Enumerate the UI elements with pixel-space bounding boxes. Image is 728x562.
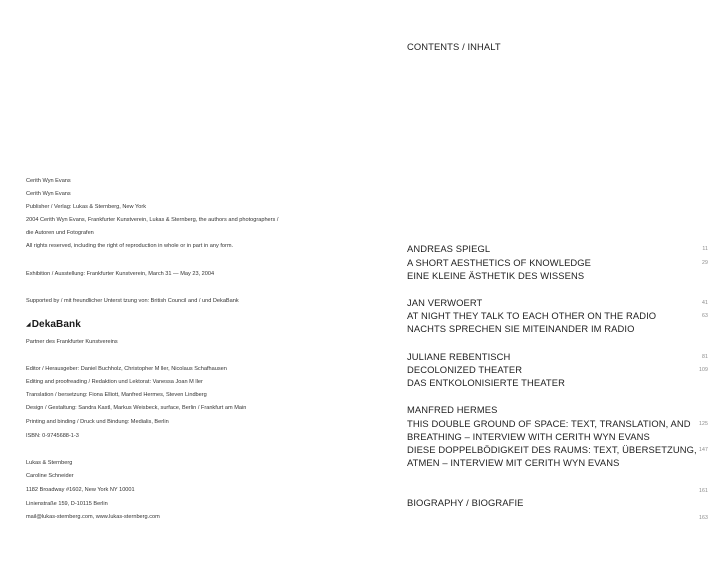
imprint-publisher: Publisher / Verlag: Lukas & Sternberg, New York <box>26 204 147 210</box>
imprint-supported: Supported by / mit freundlicher Unterst tzung von: British Council and / und DekaBank <box>26 298 239 304</box>
toc-entry-title: EINE KLEINE ÄSTHETIK DES WISSENS <box>407 270 585 281</box>
toc-entry-author: ANDREAS SPIEGL <box>407 243 491 254</box>
imprint-isbn: ISBN: 0-9745688-1-3 <box>26 433 79 439</box>
imprint-contact: mail@lukas-sternberg.com, www.lukas-sternberg.com <box>26 514 160 520</box>
toc-page-number: 41 <box>702 300 708 306</box>
toc-entry-title: BREATHING – INTERVIEW WITH CERITH WYN EVANS <box>407 431 650 442</box>
toc-entry-title: NACHTS SPRECHEN SIE MITEINANDER IM RADIO <box>407 323 635 334</box>
imprint-printing: Printing and binding / Druck und Bindung: Medialis, Berlin <box>26 419 169 425</box>
imprint-rights: All rights reserved, including the right of reproduction in whole or in part in any form. <box>26 243 234 249</box>
imprint-translation: Translation / bersetzung: Fiona Elliott, Manfred Hermes, Steven Lindberg <box>26 392 207 398</box>
imprint-artist: Cerith Wyn Evans <box>26 178 71 184</box>
toc-page-number: 161 <box>699 488 708 494</box>
toc-entry-author: JULIANE REBENTISCH <box>407 351 511 362</box>
toc-entry-title: DECOLONIZED THEATER <box>407 364 523 375</box>
deka-logo-icon: ◢ <box>26 322 31 328</box>
imprint-artist-copyright: Cerith Wyn Evans <box>26 191 71 197</box>
imprint-design: Design / Gestaltung: Sandra Kastl, Markus Weisbeck, surface, Berlin / Frankfurt am Main <box>26 405 247 411</box>
toc-page-number: 81 <box>702 354 708 360</box>
imprint-copyright-1: 2004 Cerith Wyn Evans, Frankfurter Kunstverein, Lukas & Sternberg, the authors and photographers / <box>26 217 279 223</box>
imprint-address-berlin: Linienstraße 159, D-10115 Berlin <box>26 501 108 507</box>
toc-page-number: 11 <box>702 246 708 252</box>
toc-entry-title: THIS DOUBLE GROUND OF SPACE: TEXT, TRANSLATION, AND <box>407 418 691 429</box>
toc-entry-title: ATMEN – INTERVIEW MIT CERITH WYN EVANS <box>407 457 620 468</box>
toc-entry-title: A SHORT AESTHETICS OF KNOWLEDGE <box>407 257 592 268</box>
imprint-copyright-2: die Autoren und Fotografen <box>26 230 94 236</box>
toc-entry-author: MANFRED HERMES <box>407 404 498 415</box>
toc-entry-title: DIESE DOPPELBÖDIGKEIT DES RAUMS: TEXT, ÜBERSETZUNG, <box>407 444 697 455</box>
imprint-contact-name: Caroline Schneider <box>26 473 74 479</box>
toc-page-number: 163 <box>699 515 708 521</box>
imprint-editing: Editing and proofreading / Redaktion und Lektorat: Vanessa Joan M ller <box>26 379 203 385</box>
toc-entry-title: AT NIGHT THEY TALK TO EACH OTHER ON THE RADIO <box>407 310 657 321</box>
toc-page-number: 147 <box>699 447 708 453</box>
toc-page-number: 63 <box>702 313 708 319</box>
toc-entry-title: DAS ENTKOLONISIERTE THEATER <box>407 377 565 388</box>
contents-heading: CONTENTS / INHALT <box>407 41 501 52</box>
imprint-publisher-name: Lukas & Sternberg <box>26 460 73 466</box>
toc-entry-author: JAN VERWOERT <box>407 297 483 308</box>
imprint-exhibition: Exhibition / Ausstellung: Frankfurter Kunstverein, March 31 — May 23, 2004 <box>26 271 215 277</box>
toc-page-number: 125 <box>699 421 708 427</box>
imprint-partner: Partner des Frankfurter Kunstvereins <box>26 339 118 345</box>
toc-entry-biography: BIOGRAPHY / BIOGRAFIE <box>407 497 524 508</box>
toc-page-number: 109 <box>699 367 708 373</box>
dekabank-logo <box>26 320 81 330</box>
toc-page-number: 29 <box>702 260 708 266</box>
dekabank-logo-text: DekaBank <box>31 319 81 330</box>
imprint-editor: Editor / Herausgeber: Daniel Buchholz, Christopher M ller, Nicolaus Schafhausen <box>26 366 227 372</box>
imprint-address-ny: 1182 Broadway #1602, New York NY 10001 <box>26 487 135 493</box>
